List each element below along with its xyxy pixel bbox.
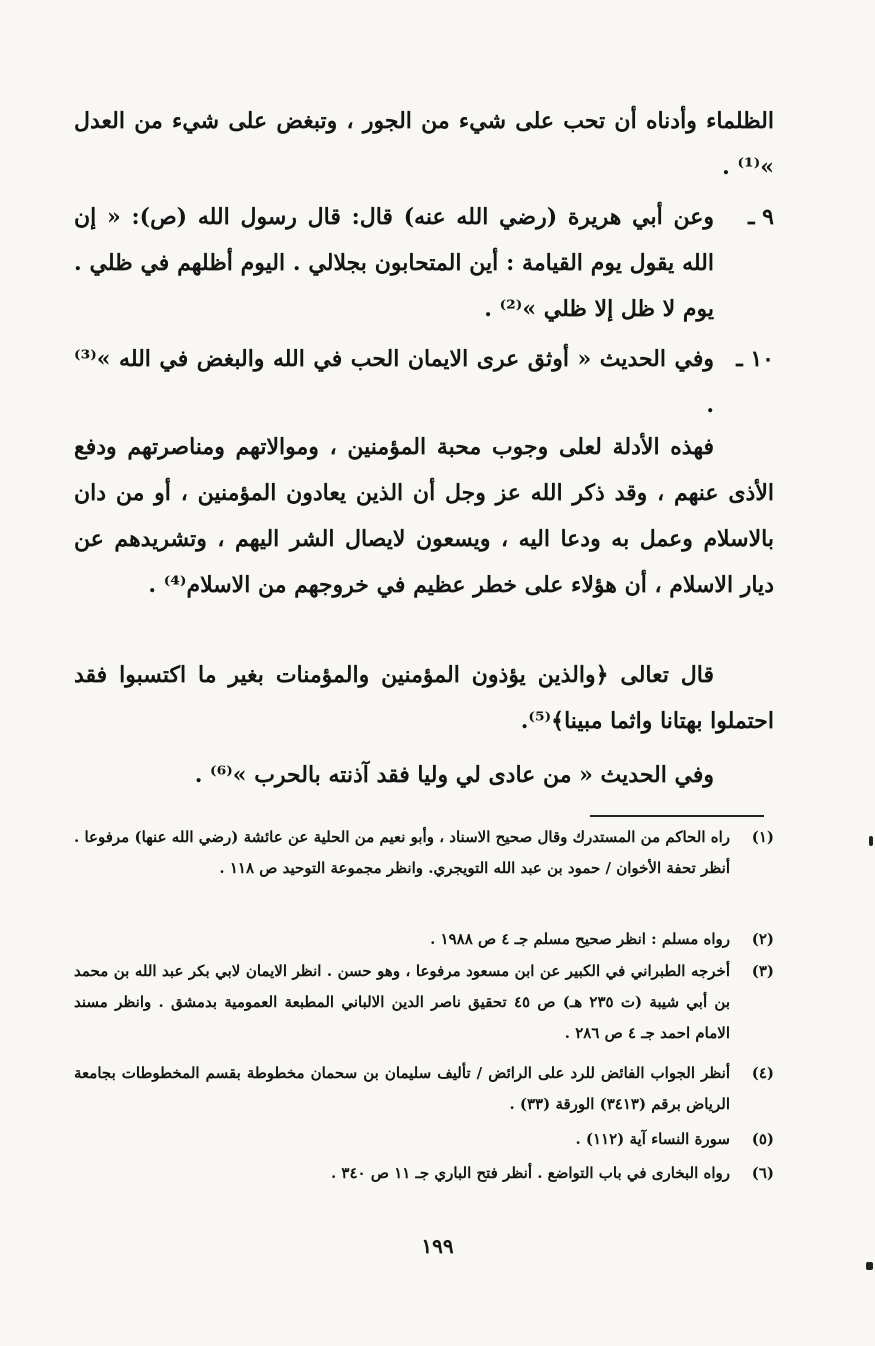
footnote-4 [74, 1058, 774, 1120]
footnote-number: (٢) [751, 930, 774, 948]
hadith-text: وفي الحديث « أوثق عرى الايمان الحب في الله والبغض في الله »⁽³⁾ . [74, 346, 714, 418]
footnote-number: (٥) [751, 1130, 774, 1148]
footnote-number: (٤) [751, 1064, 774, 1082]
hadith-item-10 [74, 336, 774, 428]
item-number: ٩ ـ [748, 204, 774, 230]
footnote-text: رواه البخارى في باب التواضع . أنظر فتح الباري جـ ١١ ص ٣٤٠ . [330, 1164, 730, 1182]
footnote-1 [74, 822, 774, 884]
footnote-text: أخرجه الطبراني في الكبير عن ابن مسعود مرفوعا ، وهو حسن . انظر الايمان لابي بكر عبد الله بن محمد بن أبي شيبة (ت ٢٣٥ هـ) ص ٤٥ تحقيق ناصر الدين الالباني المطبعة العمومية بدمشق . وانظر مسند الامام احمد جـ ٤ ص ٢٨٦ . [74, 962, 731, 1042]
paragraph-evidence: فهذه الأدلة لعلى وجوب محبة المؤمنين ، وموالاتهم ومناصرتهم ودفع الأذى عنهم ، وقد ذكر الله عز وجل أن الذين يعادون المؤمنين ، أو من دان بالاسلام وعمل به ودعا اليه ، ويسعون لايصال الشر اليهم ، وتشريدهم عن ديار الاسلام ، أن هؤلاء على خطر عظيم في خروجهم من الاسلام⁽⁴⁾ . [74, 434, 774, 598]
scan-speck [869, 836, 873, 846]
item-number: ١٠ ـ [736, 346, 774, 372]
footnote-number: (٣) [751, 962, 774, 980]
footnote-number: (١) [751, 828, 774, 846]
footnote-text: راه الحاكم من المستدرك وقال صحيح الاسناد ، وأبو نعيم من الحلية عن عائشة (رضي الله عنها) مرفوعا . أنظر تحفة الأخوان / حمود بن عبد الله التويجري. وانظر مجموعة التوحيد ص ١١٨ . [74, 828, 730, 877]
footnote-6 [74, 1158, 774, 1189]
scan-speck [866, 1262, 873, 1270]
footnote-text: أنظر الجواب الفائض للرد على الرائض / تأليف سليمان بن سحمان مخطوطة بقسم المخطوطات بجامعة الرياض برقم (٣٤١٣) الورقة (٣٣) . [74, 1064, 730, 1113]
footnote-number: (٦) [751, 1164, 774, 1182]
footnote-5 [74, 1124, 774, 1155]
hadith-item-9 [74, 194, 774, 332]
footnote-2 [74, 924, 774, 955]
paragraph-verse: قال تعالى ﴿والذين يؤذون المؤمنين والمؤمنات بغير ما اكتسبوا فقد احتملوا بهتانا واثما مبينا﴾⁽⁵⁾. [74, 662, 774, 734]
hadith-text: وعن أبي هريرة (رضي الله عنه) قال: قال رسول الله (ص): « إن الله يقول يوم القيامة : أين المتحابون بجلالي . اليوم أظلهم في ظلي . يوم لا ظل إلا ظلي »⁽²⁾ . [74, 204, 714, 322]
footnote-separator [590, 815, 764, 817]
footnote-text: سورة النساء آية (١١٢) . [575, 1130, 730, 1148]
paragraph-hadith: وفي الحديث « من عادى لي وليا فقد آذنته بالحرب »⁽⁶⁾ . [194, 762, 714, 788]
paragraph-intro: الظلماء وأدناه أن تحب على شيء من الجور ، وتبغض على شيء من العدل »⁽¹⁾ . [74, 108, 774, 180]
page-number: ١٩٩ [421, 1234, 454, 1258]
footnote-text: رواه مسلم : انظر صحيح مسلم جـ ٤ ص ١٩٨٨ . [430, 930, 730, 948]
footnote-3 [74, 956, 774, 1049]
